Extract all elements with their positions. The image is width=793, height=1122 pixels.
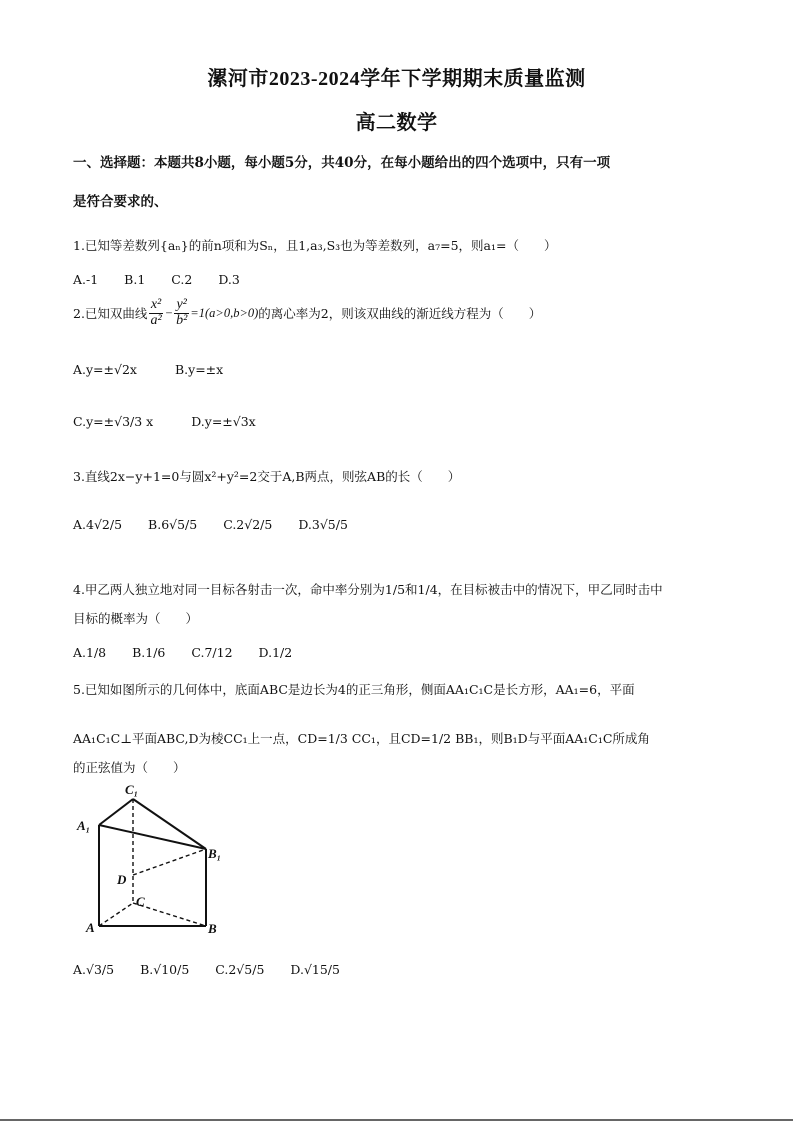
q4-option-d[interactable]: D.1/2 [258, 645, 293, 660]
page-bottom-divider [0, 1119, 793, 1121]
q2-options-row1 [73, 362, 257, 377]
q2-option-a[interactable]: A.y=±√2x [73, 362, 137, 377]
q5-stem-line2: AA₁C₁C⊥平面ABC,D为棱CC₁上一点，CD=1/3 CC₁，且CD=1/2 BB₁，则B₁D与平面AA₁C₁C所成角 [73, 731, 650, 746]
q2-hyperbola-y-term: $\frac{\text{y²}}{\text{b²}}$ [176, 297, 188, 328]
q2-option-c[interactable]: C.y=±√3/3 x [73, 414, 154, 429]
q4-option-b[interactable]: B.1/6 [132, 645, 166, 660]
q5-option-a[interactable]: A.√3/5 [73, 962, 115, 977]
q1-option-b[interactable]: B.1 [124, 272, 146, 287]
q4-options [73, 645, 314, 660]
q3-option-c[interactable]: C.2√2/5 [223, 517, 273, 532]
q2-option-d[interactable]: D.y=±√3x [191, 414, 256, 429]
q3-option-a[interactable]: A.4√2/5 [73, 517, 123, 532]
label-c: C [136, 894, 145, 909]
q5-option-c[interactable]: C.2√5/5 [215, 962, 265, 977]
q1-option-a[interactable]: A.-1 [73, 272, 99, 287]
q2-hyperbola-x-term: $\frac{\text{x²}}{\text{a²}}$ [150, 297, 162, 328]
edge-a1-c1 [99, 799, 133, 825]
section-heading-line2: 是符合要求的、 [73, 194, 168, 210]
q4-stem-line1: 4.甲乙两人独立地对同一目标各射击一次，命中率分别为1/5和1/4，在目标被击中的情况下，甲乙同时击中 [73, 582, 663, 597]
q4-option-c[interactable]: C.7/12 [191, 645, 233, 660]
q5-options [73, 962, 362, 977]
q1-stem: 1.已知等差数列{aₙ}的前n项和为Sₙ，且1,a₃,S₃也为等差数列，a₇=5，则a₁=（ ） [73, 238, 557, 253]
label-a1: A₁ [77, 818, 91, 833]
page-title: 漯河市2023-2024学年下学期期末质量监测 [207, 68, 586, 90]
segment-d-b1 [133, 849, 206, 875]
label-b1: B₁ [208, 846, 222, 861]
q1-option-c[interactable]: C.2 [171, 272, 193, 287]
label-b: B [208, 921, 217, 936]
edge-a-c [99, 903, 133, 926]
q5-stem-line3: 的正弦值为（ ） [73, 760, 186, 775]
section-heading-line1: 一、选择题：本题共8小题，每小题5分，共40分，在每小题给出的四个选项中，只有一项 [73, 155, 611, 171]
q2-stem: 2.已知双曲线 $\frac{\text{x²}}{\text{a²}}$ − $\frac{\text{y²}}{\text{b²}}$ =1(a>0,b>0) 的离心率为2，则该双曲线的渐近线方程为（ ） [73, 297, 542, 328]
label-d: D [117, 872, 127, 887]
q3-option-b[interactable]: B.6√5/5 [148, 517, 198, 532]
q3-option-d[interactable]: D.3√5/5 [298, 517, 348, 532]
q5-stem-line1: 5.已知如图所示的几何体中，底面ABC是边长为4的正三角形，侧面AA₁C₁C是长方形，AA₁=6，平面 [73, 682, 635, 697]
q4-option-a[interactable]: A.1/8 [73, 645, 107, 660]
q2-option-b[interactable]: B.y=±x [174, 362, 224, 377]
page-subtitle: 高二数学 [355, 112, 438, 134]
q2-stem-prefix: 2.已知双曲线 [73, 306, 148, 322]
q3-options [73, 517, 370, 532]
label-c1: C₁ [125, 782, 139, 797]
q1-options [73, 272, 262, 287]
q2-options-row2 [73, 414, 290, 429]
q5-prism-figure [70, 780, 230, 940]
q3-stem: 3.直线2x−y+1=0与圆x²+y²=2交于A,B两点，则弦AB的长（ ） [73, 469, 461, 484]
q1-option-d[interactable]: D.3 [218, 272, 240, 287]
q5-option-b[interactable]: B.√10/5 [140, 962, 190, 977]
label-a: A [86, 920, 95, 935]
q5-option-d[interactable]: D.√15/5 [290, 962, 340, 977]
q4-stem-line2: 目标的概率为（ ） [73, 611, 199, 626]
q2-stem-suffix: 的离心率为2，则该双曲线的渐近线方程为（ ） [258, 306, 542, 322]
